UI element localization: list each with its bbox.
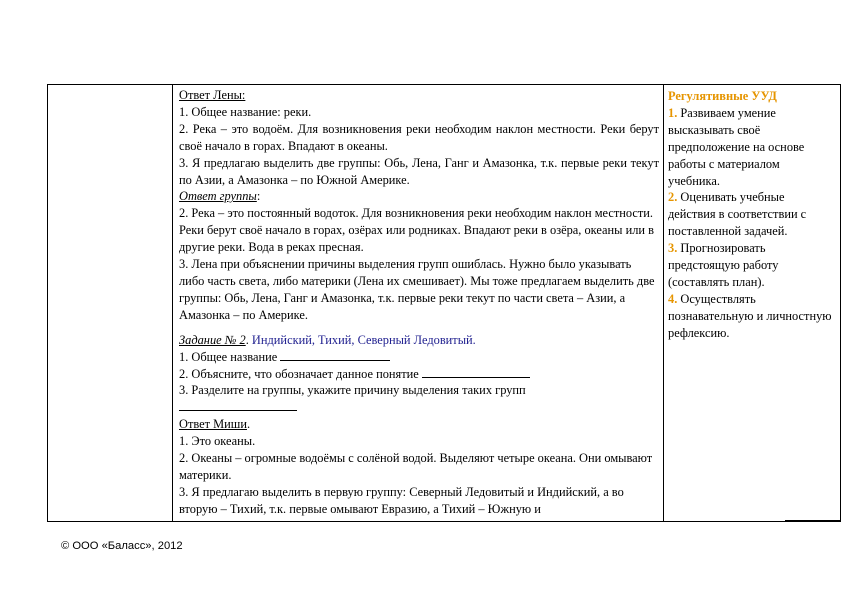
lena-answer-2: 2. Река – это водоём. Для возникновения реки необходим наклон местности. Реки берут своё начало в горах. Впадают в океаны. (179, 121, 659, 153)
table-border-right (840, 85, 841, 521)
copyright-footer: © ООО «Баласс», 2012 (61, 540, 183, 552)
lena-heading: Ответ Лены: (179, 88, 246, 102)
table-border-col2 (663, 85, 664, 521)
uud-item-1: 1. Развиваем умение высказывать своё предположение на основе работы с материалом учебника. (668, 105, 805, 188)
corner-rule (785, 520, 841, 522)
misha-heading: Ответ Миши (179, 417, 247, 432)
answers-cell (179, 87, 659, 519)
question-3: 3. Разделите на группы, укажите причину выделения таких групп (179, 383, 526, 398)
lena-answer-1: 1. Общее название: реки. (179, 104, 312, 119)
table-border-left (47, 85, 48, 521)
task-2-text: Индийский, Тихий, Северный Ледовитый. (251, 332, 476, 347)
lesson-table (47, 84, 841, 522)
table-border-col1 (172, 85, 173, 521)
task-2-line: Задание № 2. Индийский, Тихий, Северный Ледовитый. (179, 332, 476, 347)
group-answer-3: 3. Лена при объяснении причины выделения групп ошиблась. Нужно было указывать либо часть света, либо материки (Лена их смешивает). Мы тоже предлагаем выделить две группы: Обь, Лена, Ганг и Амазонка, т.к. первые реки текут по части света – Азии, а Амазонка – по Америке. (179, 257, 655, 322)
lena-answer-3: 3. Я предлагаю выделить две группы: Обь, Лена, Ганг и Амазонка, т.к. первые реки текут по Азии, а Амазонка – по Южной Америке. (179, 155, 659, 187)
group-heading-line: Ответ группы: (179, 189, 261, 204)
group-answer-2: 2. Река – это постоянный водоток. Для возникновения реки необходим наклон местности. Реки берут своё начало в горах, озёрах или родниках. Впадают реки в озёра, океаны или в другие реки. Вода в реках пресная. (179, 206, 654, 255)
question-1: 1. Общее название (179, 349, 659, 366)
question-2: 2. Объясните, что обозначает данное понятие (179, 366, 659, 383)
uud-heading: Регулятивные УУД (668, 89, 777, 103)
answer-blank (179, 399, 297, 411)
misha-answer-3: 3. Я предлагаю выделить в первую группу: Северный Ледовитый и Индийский, а во вторую – Тихий, т.к. первые омывают Евразию, а Тихий – Южную и (179, 484, 624, 516)
answer-blank (422, 366, 530, 378)
uud-item-4: 4. Осуществлять познавательную и личностную рефлексию. (668, 291, 832, 340)
misha-heading-line: Ответ Миши. (179, 417, 251, 432)
answer-blank (280, 349, 390, 361)
uud-item-3: 3. Прогнозировать предстоящую работу (составлять план). (668, 241, 779, 289)
uud-cell (668, 88, 833, 342)
misha-answer-1: 1. Это океаны. (179, 434, 256, 449)
group-heading: Ответ группы (179, 189, 257, 204)
misha-answer-2: 2. Океаны – огромные водоёмы с солёной водой. Выделяют четыре океана. Они омывают материки. (179, 451, 653, 482)
task-2-label: Задание № 2 (179, 332, 246, 347)
uud-item-2: 2. Оценивать учебные действия в соответствии с поставленной задачей. (668, 190, 807, 239)
